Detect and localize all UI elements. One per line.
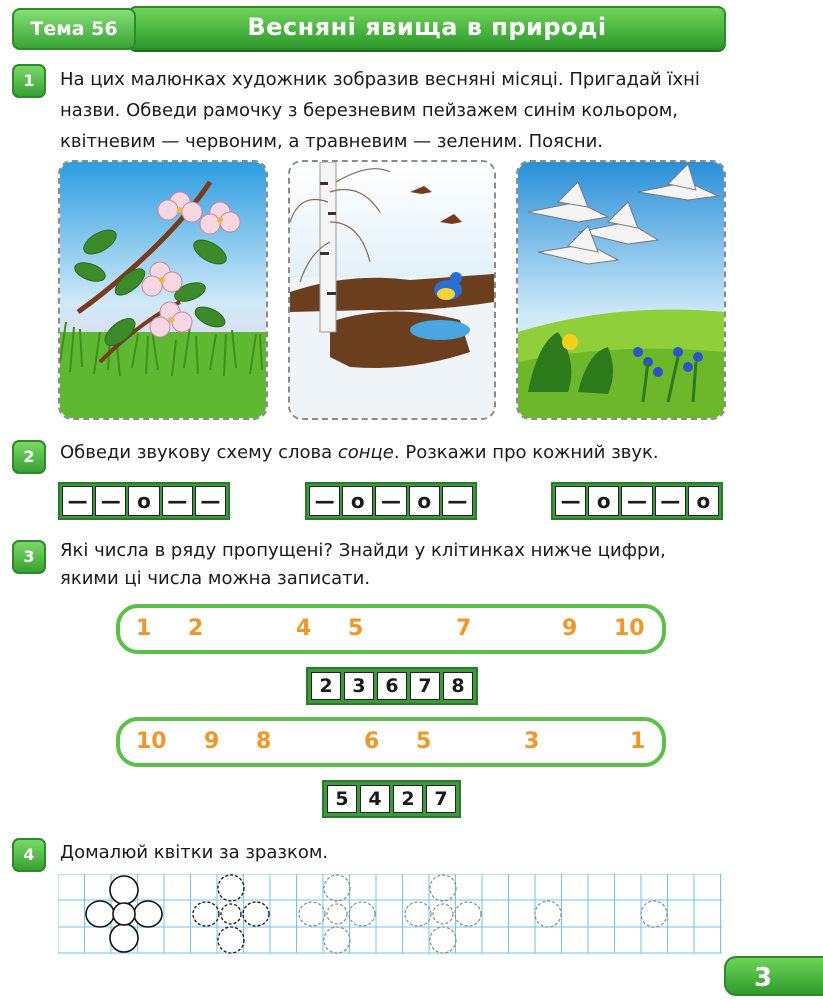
scheme-1-cell: о: [128, 486, 159, 516]
digit-cards-1: [306, 667, 478, 705]
digit-card: 4: [360, 785, 390, 813]
scheme-2-cell: —: [442, 486, 473, 516]
scheme-2-cell: о: [409, 486, 440, 516]
task-1-line-2: назви. Обведи рамочку з березневим пейзажем синім кольором,: [60, 100, 679, 121]
sound-scheme-2[interactable]: [305, 482, 477, 520]
row-2-number: 9: [204, 729, 220, 754]
row-1-number: 4: [296, 616, 312, 641]
topic-badge: Тема 56: [12, 8, 136, 50]
task-4-text: Домалюй квітки за зразком.: [60, 842, 329, 863]
task-1-line-3: квітневим — червоним, а травневим — зеленим. Поясни.: [60, 131, 604, 152]
page-number: 3: [724, 956, 823, 996]
task-1-text: [60, 64, 724, 157]
dotted-flower-icon: [405, 875, 481, 953]
scheme-1-cell: —: [95, 486, 126, 516]
task-1-line-1: На цих малюнках художник зобразив весняні місяці. Пригадай їхні: [60, 69, 700, 90]
dotted-center-icon: [535, 901, 561, 927]
row-2-number: 1: [630, 729, 646, 754]
row-1-number: 7: [456, 616, 472, 641]
task-3-number: 3: [12, 540, 46, 574]
sound-scheme-1[interactable]: [58, 482, 230, 520]
dotted-center-icon: [641, 901, 667, 927]
scheme-2-cell: —: [309, 486, 340, 516]
dotted-flower-icon: [299, 875, 375, 953]
blossom-illustration: [60, 162, 266, 418]
task-2-text-after: . Розкажи про кожний звук.: [393, 442, 659, 463]
row-1-number: 1: [136, 616, 152, 641]
scheme-1-cell: —: [195, 486, 226, 516]
scheme-2-cell: о: [342, 486, 373, 516]
picture-may-blossom[interactable]: [58, 160, 268, 420]
picture-march-birch[interactable]: [288, 160, 496, 420]
task-1-number: 1: [12, 64, 46, 98]
sound-scheme-3[interactable]: [551, 482, 723, 520]
task-2-text: [60, 437, 724, 468]
task-3-text: [60, 537, 724, 593]
row-2-number: 8: [256, 729, 272, 754]
row-1-number: 9: [562, 616, 578, 641]
task-2-word: сонце: [337, 442, 394, 463]
task-3-line-2: якими ці числа можна записати.: [60, 568, 371, 589]
scheme-1-cell: —: [62, 486, 93, 516]
digit-card: 6: [377, 672, 407, 700]
row-1-number: 5: [348, 616, 364, 641]
row-1-number: 2: [188, 616, 204, 641]
digit-card: 8: [443, 672, 473, 700]
cranes-illustration: [518, 162, 724, 418]
digit-card: 3: [344, 672, 374, 700]
digit-card: 2: [393, 785, 423, 813]
scheme-3-cell: —: [655, 486, 686, 516]
birch-illustration: [290, 162, 494, 418]
row-2-number: 6: [364, 729, 380, 754]
row-2-number: 10: [136, 729, 167, 754]
digit-card: 5: [327, 785, 357, 813]
task-2-number: 2: [12, 440, 46, 474]
sample-flower-icon: [86, 876, 162, 952]
row-2-number: 5: [416, 729, 432, 754]
row-1-number: 10: [614, 616, 645, 641]
task-2-text-before: Обведи звукову схему слова: [60, 442, 338, 463]
scheme-1-cell: —: [162, 486, 193, 516]
page-title: Весняні явища в природі: [247, 13, 607, 41]
digit-card: 7: [426, 785, 456, 813]
scheme-3-cell: —: [621, 486, 652, 516]
picture-april-cranes[interactable]: [516, 160, 726, 420]
scheme-3-cell: о: [688, 486, 719, 516]
dotted-flower-icon: [193, 875, 269, 953]
task-3-line-1: Які числа в ряду пропущені? Знайди у клітинках нижче цифри,: [60, 540, 666, 561]
digit-card: 7: [410, 672, 440, 700]
task-4-number: 4: [12, 838, 46, 872]
scheme-2-cell: —: [375, 486, 406, 516]
row-2-number: 3: [524, 729, 540, 754]
drawing-grid[interactable]: [58, 874, 722, 954]
scheme-3-cell: —: [555, 486, 586, 516]
scheme-3-cell: о: [588, 486, 619, 516]
digit-card: 2: [311, 672, 341, 700]
digit-cards-2: [322, 780, 461, 818]
flower-grid: [58, 874, 722, 954]
number-row-2: [116, 717, 666, 767]
